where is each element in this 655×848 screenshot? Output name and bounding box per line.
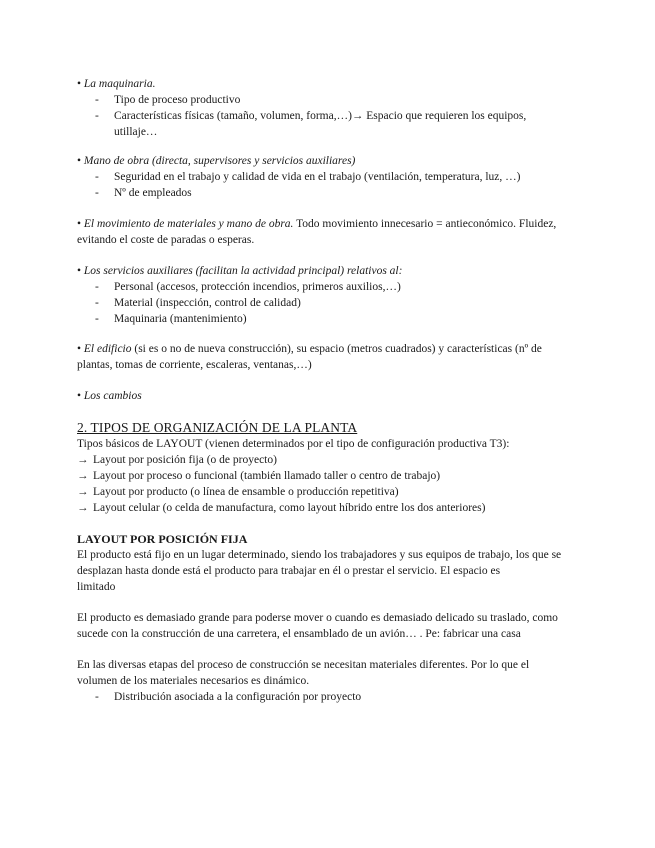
paragraph-2 bbox=[77, 610, 587, 642]
list-item-text: utillaje… bbox=[114, 126, 158, 138]
list-item bbox=[77, 108, 577, 124]
arrow-icon: → bbox=[77, 486, 89, 498]
section-posicion-fija bbox=[77, 531, 587, 595]
arrow-item-text: Layout por posición fija (o de proyecto) bbox=[93, 454, 277, 466]
list-item bbox=[77, 689, 587, 705]
arrow-icon: → bbox=[77, 454, 89, 466]
section-text: Todo movimiento innecesario = antieconómico. Fluidez, bbox=[293, 218, 557, 230]
list-item bbox=[77, 311, 577, 327]
list-item bbox=[77, 169, 577, 185]
section-servicios bbox=[77, 263, 577, 327]
list-item-text: Personal (accesos, protección incendios, primeros auxilios,…) bbox=[114, 281, 401, 293]
section-title: El edificio bbox=[83, 343, 132, 355]
paragraph-line: En las diversas etapas del proceso de construcción se necesitan materiales diferentes. Por lo que el bbox=[77, 659, 530, 671]
bullet: • bbox=[77, 78, 82, 90]
section-heading: LAYOUT POR POSICIÓN FIJA bbox=[77, 532, 248, 546]
paragraph-3 bbox=[77, 657, 587, 705]
list-item-text: Material (inspección, control de calidad) bbox=[114, 297, 301, 309]
dash: - bbox=[95, 297, 99, 309]
list-item bbox=[77, 185, 577, 201]
section-text-cont: evitando el coste de paradas o esperas. bbox=[77, 234, 255, 246]
list-item-text: Seguridad en el trabajo y calidad de vida en el trabajo (ventilación, temperatura, luz, …) bbox=[114, 171, 521, 183]
list-item bbox=[77, 92, 577, 108]
arrow-item-text: Layout por producto (o línea de ensamble o producción repetitiva) bbox=[93, 486, 399, 498]
arrow-item bbox=[77, 468, 577, 484]
bullet: • bbox=[77, 265, 82, 277]
dash: - bbox=[95, 691, 99, 703]
section-maquinaria bbox=[77, 76, 577, 140]
section-title: Los cambios bbox=[83, 390, 142, 402]
dash: - bbox=[95, 281, 99, 293]
list-item-continuation bbox=[77, 124, 577, 140]
section-tipos bbox=[77, 419, 577, 516]
section-title: Mano de obra (directa, supervisores y servicios auxiliares) bbox=[83, 155, 356, 167]
section-text: (si es o no de nueva construcción), su espacio (metros cuadrados) y características (nº de bbox=[131, 343, 542, 355]
paragraph-line: El producto es demasiado grande para poderse mover o cuando es demasiado delicado su traslado, como bbox=[77, 612, 558, 624]
arrow-item-text: Layout celular (o celda de manufactura, como layout híbrido entre los dos anteriores) bbox=[93, 502, 486, 514]
section-heading: 2. TIPOS DE ORGANIZACIÓN DE LA PLANTA bbox=[77, 420, 358, 435]
list-item-text: Distribución asociada a la configuración por proyecto bbox=[114, 691, 362, 703]
dash: - bbox=[95, 313, 99, 325]
section-title: La maquinaria. bbox=[83, 78, 156, 90]
paragraph-line: sucede con la construcción de una carretera, el ensamblado de un avión… . Pe: fabricar una casa bbox=[77, 628, 521, 640]
section-title: Los servicios auxiliares (facilitan la actividad principal) relativos al: bbox=[83, 265, 403, 277]
section-text-cont: plantas, tomas de corriente, escaleras, ventanas,…) bbox=[77, 359, 312, 371]
bullet: • bbox=[77, 390, 82, 402]
arrow-item bbox=[77, 484, 577, 500]
list-item bbox=[77, 295, 577, 311]
dash: - bbox=[95, 187, 99, 199]
arrow-icon: → bbox=[77, 502, 89, 514]
section-title: El movimiento de materiales y mano de obra. bbox=[83, 218, 294, 230]
list-item-text: Características físicas (tamaño, volumen, forma,…)→ Espacio que requieren los equipos, bbox=[114, 110, 527, 122]
arrow-item bbox=[77, 452, 577, 468]
paragraph-line: limitado bbox=[77, 581, 116, 593]
paragraph-line: volumen de los materiales necesarios es dinámico. bbox=[77, 675, 310, 687]
section-movimiento bbox=[77, 216, 577, 248]
bullet: • bbox=[77, 343, 82, 355]
dash: - bbox=[95, 110, 99, 122]
arrow-icon: → bbox=[77, 470, 89, 482]
bullet: • bbox=[77, 155, 82, 167]
dash: - bbox=[95, 94, 99, 106]
paragraph-line: El producto está fijo en un lugar determinado, siendo los trabajadores y sus equipos de trabajo, los que se bbox=[77, 549, 562, 561]
section-cambios bbox=[77, 388, 577, 404]
list-item bbox=[77, 279, 577, 295]
arrow-item bbox=[77, 500, 577, 516]
section-mano-obra bbox=[77, 153, 577, 201]
arrow-item-text: Layout por proceso o funcional (también llamado taller o centro de trabajo) bbox=[93, 470, 441, 482]
intro-text: Tipos básicos de LAYOUT (vienen determinados por el tipo de configuración productiva T3): bbox=[77, 438, 510, 450]
paragraph-line: desplazan hasta donde está el producto para trabajar en él o prestar el servicio. El espacio es bbox=[77, 565, 501, 577]
bullet: • bbox=[77, 218, 82, 230]
list-item-text: Tipo de proceso productivo bbox=[114, 94, 241, 106]
list-item-text: Nº de empleados bbox=[114, 187, 192, 199]
section-edificio bbox=[77, 341, 577, 373]
dash: - bbox=[95, 171, 99, 183]
list-item-text: Maquinaria (mantenimiento) bbox=[114, 313, 247, 325]
